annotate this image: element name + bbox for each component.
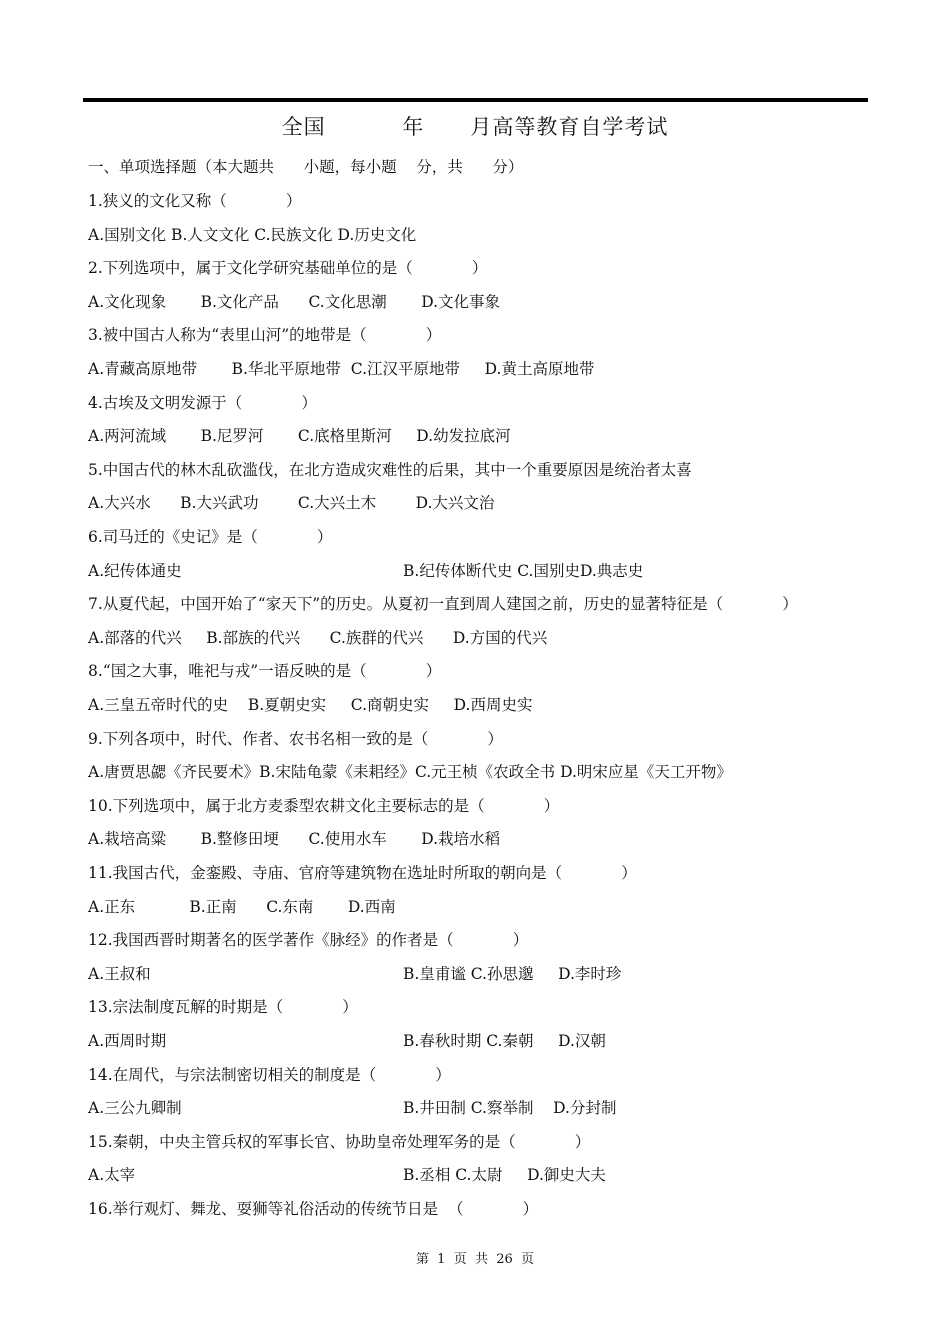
option-line [88,1098,617,1118]
line-text: 13.宗法制度瓦解的时期是（ ） [88,998,358,1017]
line-text: A.大兴水 B.大兴武功 C.大兴土木 D.大兴文治 [88,494,495,513]
top-rule [83,98,868,102]
line-text-col2: B.皇甫谧 C.孙思邈 D.李时珍 [403,964,622,983]
question-line [88,1199,538,1219]
question-line [88,594,798,614]
question-line [88,325,441,345]
question-line [88,729,503,749]
line-text: A.国别文化 B.人文文化 C.民族文化 D.历史文化 [88,225,417,244]
question-line [88,997,358,1017]
line-text: A.文化现象 B.文化产品 C.文化思潮 D.文化事象 [88,292,501,311]
question-line [88,930,528,950]
option-line [88,292,500,312]
question-line [88,191,301,211]
line-text-col2: B.纪传体断代史 C.国别史D.典志史 [403,561,644,580]
option-line [88,897,396,917]
page-title: 全国 年 月高等教育自学考试 [281,115,669,139]
question-line [88,460,692,480]
line-text: 8.“国之大事，唯祀与戎”一语反映的是（ ） [88,662,442,681]
line-text: 1.狭义的文化又称（ ） [88,192,302,210]
option-line [88,426,511,446]
option-line [88,1165,606,1185]
line-text: A.纪传体通史 [88,561,182,580]
line-text: 3.被中国古人称为“表里山河”的地带是（ ） [88,326,442,345]
line-text: A.栽培高粱 B.整修田埂 C.使用水车 D.栽培水稻 [88,830,501,849]
line-text: 7.从夏代起，中国开始了“家天下”的历史。从夏初一直到周人建国之前，历史的显著特征是（ ） [88,595,798,614]
question-line [88,527,332,547]
line-text: A.唐贾思勰《齐民要术》B.宋陆龟蒙《耒耜经》C.元王桢《农政全书 D.明宋应星《天工开物》 [88,763,732,782]
option-line [88,628,547,648]
option-line [88,359,594,379]
option-line [88,493,494,513]
line-text: 4.古埃及文明发源于（ ） [88,393,317,412]
page-footer: 第 1 页 共 26 页 [415,1252,535,1267]
line-text: 16.举行观灯、舞龙、耍狮等礼俗活动的传统节日是 （ ） [88,1200,539,1218]
line-text: A.三公九卿制 [88,1099,182,1118]
option-line [88,762,732,782]
question-line [88,661,441,681]
line-text: A.青藏高原地带 B.华北平原地带 C.江汉平原地带 D.黄土高原地带 [88,360,595,378]
question-line [88,258,487,278]
question-line [88,1065,451,1085]
line-text: A.太宰 [88,1166,136,1185]
question-line [88,1132,590,1152]
line-text: 10.下列选项中，属于北方麦黍型农耕文化主要标志的是（ ） [88,796,560,815]
line-text: 6.司马迁的《史记》是（ ） [88,528,333,546]
option-line [88,225,416,245]
line-text: 5.中国古代的林木乱砍滥伐，在北方造成灾难性的后果，其中一个重要原因是统治者太喜 [88,460,692,479]
line-text-col2: B.春秋时期 C.秦朝 D.汉朝 [403,1032,606,1050]
line-text: A.部落的代兴 B.部族的代兴 C.族群的代兴 D.方国的代兴 [88,628,548,647]
line-text: 14.在周代，与宗法制密切相关的制度是（ ） [88,1065,451,1084]
line-text: A.三皇五帝时代的史 B.夏朝史实 C.商朝史实 D.西周史实 [88,696,533,714]
line-text: A.两河流域 B.尼罗河 C.底格里斯河 D.幼发拉底河 [88,427,511,446]
option-line [88,695,532,715]
option-line [88,829,500,849]
option-line [88,964,622,984]
line-text-col2: B.井田制 C.察举制 D.分封制 [403,1099,617,1118]
option-line [88,1031,606,1051]
line-text: 2.下列选项中，属于文化学研究基础单位的是（ ） [88,259,488,278]
line-text: 12.我国西晋时期著名的医学著作《脉经》的作者是（ ） [88,931,529,950]
line-text: 15.秦朝，中央主管兵权的军事长官、协助皇帝处理军务的是（ ） [88,1132,591,1151]
question-line [88,796,559,816]
line-text: A.西周时期 [88,1032,167,1050]
line-text: 9.下列各项中，时代、作者、农书名相一致的是（ ） [88,729,503,748]
section-heading: 一、单项选择题（本大题共 小题，每小题 分，共 分） [88,158,524,176]
option-line [88,561,644,581]
line-text: A.王叔和 [88,964,151,983]
line-text: 11.我国古代，金銮殿、寺庙、官府等建筑物在选址时所取的朝向是（ ） [88,864,637,882]
line-text-col2: B.丞相 C.太尉 D.御史大夫 [403,1166,606,1185]
line-text: A.正东 B.正南 C.东南 D.西南 [88,897,396,916]
question-line [88,863,637,883]
question-line [88,393,317,413]
